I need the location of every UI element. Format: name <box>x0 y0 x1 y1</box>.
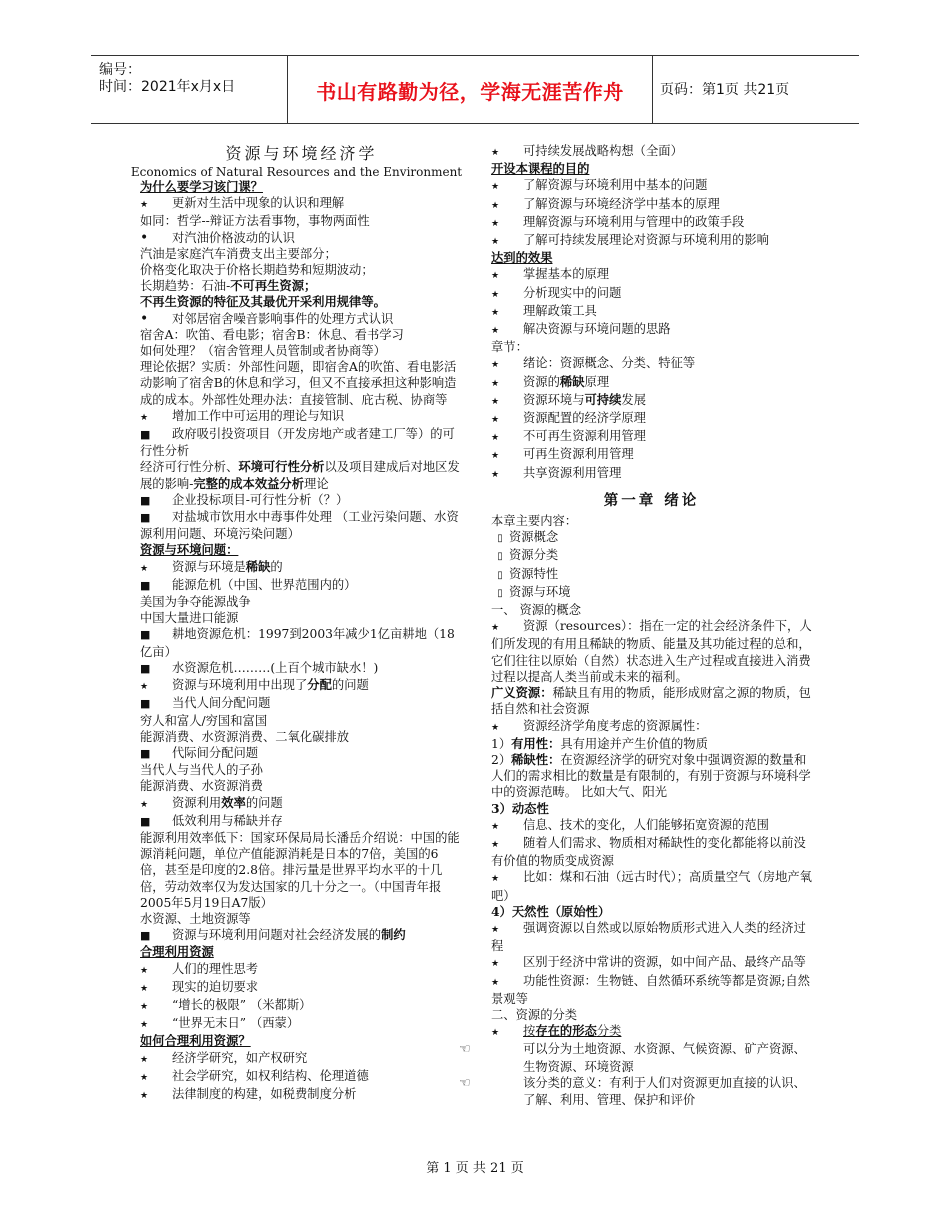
square-bullet-icon: ■ <box>140 578 151 592</box>
list-item: ★ 了解资源与环境经济学中基本的原理 <box>491 196 812 214</box>
date-label: 时间：2021年x月x日 <box>99 79 236 95</box>
text-line: 如何处理？（宿舍管理人员管制或者协商等） <box>140 344 386 359</box>
list-item: ★ 资源与环境是稀缺的 <box>140 559 463 577</box>
star-bullet-icon: ★ <box>140 983 149 994</box>
list-item: ★ 资源经济学角度考虑的资源属性： <box>491 718 812 736</box>
document-subtitle: Economics of Natural Resources and the Environment <box>130 165 463 179</box>
star-bullet-icon: ★ <box>491 289 500 300</box>
list-item: ★ 更新对生活中现象的认识和理解 <box>140 195 463 213</box>
list-item: ★ 资源环境与可持续发展 <box>491 392 812 410</box>
star-bullet-icon: ★ <box>491 959 500 970</box>
section-heading: 开设本课程的目的 <box>491 161 590 177</box>
list-item: • 对汽油价格波动的认识 <box>140 229 295 246</box>
text-paragraph: 广义资源：稀缺且有用的物质，能形成财富之源的物质，包括自然和社会资源 <box>491 685 811 717</box>
right-column <box>459 143 812 1108</box>
page-header <box>91 55 859 124</box>
list-item: ★ 信息、技术的变化，人们能够拓宽资源的范围 <box>491 817 812 835</box>
list-item: ★ 不可再生资源利用管理 <box>491 428 812 446</box>
star-bullet-icon: ★ <box>140 200 149 211</box>
list-item: ■ 当代人间分配问题 <box>140 695 463 712</box>
list-item: ★ 了解可持续发展理论对资源与环境利用的影响 <box>491 232 812 250</box>
list-item: ☜ 该分类的意义：有利于人们对资源更加直接的认识、了解、利用、管理、保护和评价 <box>459 1075 806 1107</box>
text-paragraph: 能源利用效率低下：国家环保局局长潘岳介绍说：中国的能源消耗问题，单位产值能源消耗是日本的7倍，美国的6倍，甚至是印度的2.8倍。排污量是世界平均水平的十几倍，劳动效率仅为发达国家的几十分之一。（中国青年报2005年5月19日A7版） <box>140 830 460 910</box>
star-bullet-icon: ★ <box>491 360 500 371</box>
text-line: 章节： <box>491 340 528 355</box>
list-item: ★ 按存在的形态分类 <box>491 1023 812 1041</box>
star-bullet-icon: ★ <box>140 1054 149 1065</box>
square-bullet-icon: ■ <box>140 661 151 675</box>
box-bullet-icon: ▯ <box>497 551 503 563</box>
star-bullet-icon: ★ <box>491 623 500 634</box>
star-bullet-icon: ★ <box>140 563 149 574</box>
star-bullet-icon: ★ <box>491 237 500 248</box>
list-item: ▯ 资源特性 <box>491 566 812 584</box>
star-bullet-icon: ★ <box>491 218 500 229</box>
text-line: 本章主要内容： <box>491 514 578 529</box>
star-bullet-icon: ★ <box>140 412 149 423</box>
text-line: 不再生资源的特征及其最优开采利用规律等。 <box>140 294 386 310</box>
document-title: 资源与环境经济学 <box>225 144 378 163</box>
list-item: ★ 资源的稀缺原理 <box>491 374 812 392</box>
star-bullet-icon: ★ <box>491 433 500 444</box>
star-bullet-icon: ★ <box>491 469 500 480</box>
text-line: 能源消费、水资源消费、二氧化碳排放 <box>140 729 350 744</box>
text-line: 4）天然性（原始性） <box>491 903 611 919</box>
list-item: ■ 低效利用与稀缺并存 <box>140 813 463 830</box>
list-item: ★ 理解政策工具 <box>491 303 812 321</box>
list-item: ▯ 资源与环境 <box>491 584 812 602</box>
square-bullet-icon: ■ <box>140 929 151 943</box>
star-bullet-icon: ★ <box>491 415 500 426</box>
list-item: ■ 水资源危机………(上百个城市缺水！) <box>140 660 463 677</box>
list-item: ★ 理解资源与环境利用与管理中的政策手段 <box>491 214 812 232</box>
list-item: ★ 解决资源与环境问题的思路 <box>491 321 812 339</box>
text-line: 二、资源的分类 <box>491 1007 578 1022</box>
list-item: ★ “世界无末日” （西蒙） <box>140 1015 463 1033</box>
page-footer: 第 1 页 共 21 页 <box>426 1161 524 1176</box>
list-item: ★ 了解资源与环境利用中基本的问题 <box>491 177 812 195</box>
star-bullet-icon: ★ <box>491 977 500 988</box>
list-item: ■ 耕地资源危机：1997到2003年减少1亿亩耕地（18亿亩） <box>140 627 455 659</box>
star-bullet-icon: ★ <box>140 682 149 693</box>
list-item: ★ 随着人们需求、物质相对稀缺性的变化都能将以前没有价值的物质变成资源 <box>491 835 806 869</box>
list-item: ★ 共享资源利用管理 <box>491 465 812 483</box>
star-bullet-icon: ★ <box>140 1001 149 1012</box>
star-bullet-icon: ★ <box>491 307 500 318</box>
left-column <box>130 144 463 1104</box>
text-line: 能源消费、水资源消费 <box>140 779 263 794</box>
list-item: ★ 资源利用效率的问题 <box>140 795 463 813</box>
text-line: 如同：哲学--辩证方法看事物，事物两面性 <box>140 214 370 229</box>
text-line: 中国大量进口能源 <box>140 611 239 626</box>
text-line: 价格变化取决于价格长期趋势和短期波动； <box>140 263 374 278</box>
header-divider <box>652 56 653 123</box>
star-bullet-icon: ★ <box>491 378 500 389</box>
star-bullet-icon: ★ <box>140 1072 149 1083</box>
text-line: 当代人与当代人的子孙 <box>140 763 263 778</box>
list-item: ★ 可持续发展战略构想（全面） <box>491 143 812 161</box>
list-item: ★ 比如：煤和石油（远古时代）；高质量空气（房地产氧吧） <box>491 870 812 903</box>
square-bullet-icon: ■ <box>140 628 151 642</box>
text-line: 美国为争夺能源战争 <box>140 595 251 610</box>
star-bullet-icon: ★ <box>491 396 500 407</box>
list-item: ★ 区别于经济中常讲的资源，如中间产品、最终产品等 <box>491 954 812 972</box>
text-line: 穷人和富人/穷国和富国 <box>140 713 268 728</box>
list-item: ★ 掌握基本的原理 <box>491 266 812 284</box>
square-bullet-icon: ■ <box>140 493 151 507</box>
star-bullet-icon: ★ <box>140 799 149 810</box>
list-item: ★ 资源（resources）：指在一定的社会经济条件下，人们所发现的有用且稀缺的物质、能量及其功能过程的总和，它们往往以原始（自然）状态进入生产过程或直接进入消费过程以提高人类当前或未来的福利。 <box>491 619 812 684</box>
star-bullet-icon: ★ <box>491 182 500 193</box>
square-bullet-icon: ■ <box>140 814 151 828</box>
star-bullet-icon: ★ <box>491 148 500 158</box>
list-item: ★ 可再生资源利用管理 <box>491 446 812 464</box>
star-bullet-icon: ★ <box>491 874 500 885</box>
list-item: ★ 法律制度的构建，如税费制度分析 <box>140 1086 463 1104</box>
text-paragraph: 经济可行性分析、环境可行性分析以及项目建成后对地区发展的影响-完整的成本效益分析理论 <box>140 459 460 491</box>
list-item: ■ 资源与环境利用问题对社会经济发展的制约 <box>140 927 463 944</box>
header-meta <box>99 62 287 96</box>
list-item: ■ 能源危机（中国、世界范围内的） <box>140 577 463 594</box>
square-bullet-icon: ■ <box>140 697 151 711</box>
box-bullet-icon: ▯ <box>497 533 503 545</box>
list-item: ★ 资源配置的经济学原理 <box>491 410 812 428</box>
star-bullet-icon: ★ <box>491 839 500 850</box>
text-line: 3）动态性 <box>491 800 549 816</box>
list-item: ★ 资源与环境利用中出现了分配的问题 <box>140 677 463 695</box>
text-line: 水资源、土地资源等 <box>140 911 251 926</box>
star-bullet-icon: ★ <box>491 271 500 282</box>
list-item: ★ 分析现实中的问题 <box>491 285 812 303</box>
list-item: ☜ 可以分为土地资源、水资源、气候资源、矿产资源、生物资源、环境资源 <box>459 1042 806 1074</box>
star-bullet-icon: ★ <box>491 326 500 337</box>
star-bullet-icon: ★ <box>140 1090 149 1101</box>
list-item: ★ 经济学研究，如产权研究 <box>140 1050 463 1068</box>
list-item: ▯ 资源分类 <box>491 547 812 565</box>
star-bullet-icon: ★ <box>491 451 500 462</box>
section-heading: 资源与环境问题： <box>140 542 239 558</box>
list-item: ▯ 资源概念 <box>491 529 812 547</box>
list-item: ★ 绪论：资源概念、分类、特征等 <box>491 355 812 373</box>
list-item: ■ 代际间分配问题 <box>140 745 463 762</box>
star-bullet-icon: ★ <box>491 722 500 733</box>
list-item: ★ 人们的理性思考 <box>140 961 463 979</box>
list-item: ★ 功能性资源：生物链、自然循环系统等都是资源;自然景观等 <box>491 973 810 1006</box>
list-item: ★ 现实的迫切要求 <box>140 979 463 997</box>
section-heading: 达到的效果 <box>491 250 553 266</box>
hand-pointer-icon: ☜ <box>459 1075 471 1091</box>
star-bullet-icon: ★ <box>491 200 500 211</box>
dot-bullet-icon: • <box>140 310 149 327</box>
text-paragraph: 理论依据？实质：外部性问题，即宿舍A的吹笛、看电影活动影响了宿舍B的休息和学习，但又不直接承担这种影响造成的成本。外部性处理办法：直接管制、庇古税、协商等 <box>140 360 457 407</box>
number-label: 编号： <box>99 62 141 78</box>
star-bullet-icon: ★ <box>140 965 149 976</box>
section-heading: 为什么要学习该门课？ <box>140 179 263 194</box>
star-bullet-icon: ★ <box>491 821 500 832</box>
text-line: 汽油是家庭汽车消费支出主要部分； <box>140 246 337 261</box>
list-item: ★ 增加工作中可运用的理论与知识 <box>140 408 463 426</box>
list-item: ★ 强调资源以自然或以原始物质形式进入人类的经济过程 <box>491 920 806 954</box>
list-item: ■ 对盐城市饮用水中毒事件处理 （工业污染问题、水资源利用问题、环境污染问题） <box>140 510 459 542</box>
square-bullet-icon: ■ <box>140 428 151 442</box>
text-line: 一、 资源的概念 <box>491 603 581 618</box>
star-bullet-icon: ★ <box>491 924 500 935</box>
text-line: 长期趋势：石油-不可再生资源； <box>140 278 317 294</box>
star-bullet-icon: ★ <box>491 1028 500 1039</box>
header-page-label: 页码：第1页 共21页 <box>660 82 790 98</box>
text-paragraph: 2）稀缺性：在资源经济学的研究对象中强调资源的数量和人们的需求相比的数量是有限制的，有别于资源与环境科学中的资源范畴。 比如大气、阳光 <box>491 751 811 800</box>
chapter-title: 第一章 绪论 <box>603 491 700 509</box>
text-line: 宿舍A：吹笛、看电影；宿舍B：休息、看书学习 <box>140 327 404 342</box>
square-bullet-icon: ■ <box>140 511 151 525</box>
box-bullet-icon: ▯ <box>497 587 503 599</box>
box-bullet-icon: ▯ <box>497 569 503 581</box>
section-heading: 如何合理利用资源？ <box>140 1033 251 1049</box>
section-heading: 合理利用资源 <box>140 944 214 960</box>
star-bullet-icon: ★ <box>140 1020 149 1031</box>
list-item: • 对邻居宿舍噪音影响事件的处理方式认识 <box>140 310 394 327</box>
list-item: ★ 社会学研究，如权利结构、伦理道德 <box>140 1068 463 1086</box>
list-item: ■ 企业投标项目-可行性分析（？） <box>140 492 463 509</box>
list-item: ★ “增长的极限” （米都斯） <box>140 997 463 1015</box>
square-bullet-icon: ■ <box>140 746 151 760</box>
list-item: ■ 政府吸引投资项目（开发房地产或者建工厂等）的可行性分析 <box>140 427 455 459</box>
hand-pointer-icon: ☜ <box>459 1042 471 1058</box>
dot-bullet-icon: • <box>140 229 149 246</box>
text-line: 1）有用性：具有用途并产生价值的物质 <box>491 735 708 751</box>
header-motto: 书山有路勤为径，学海无涯苦作舟 <box>316 80 624 104</box>
